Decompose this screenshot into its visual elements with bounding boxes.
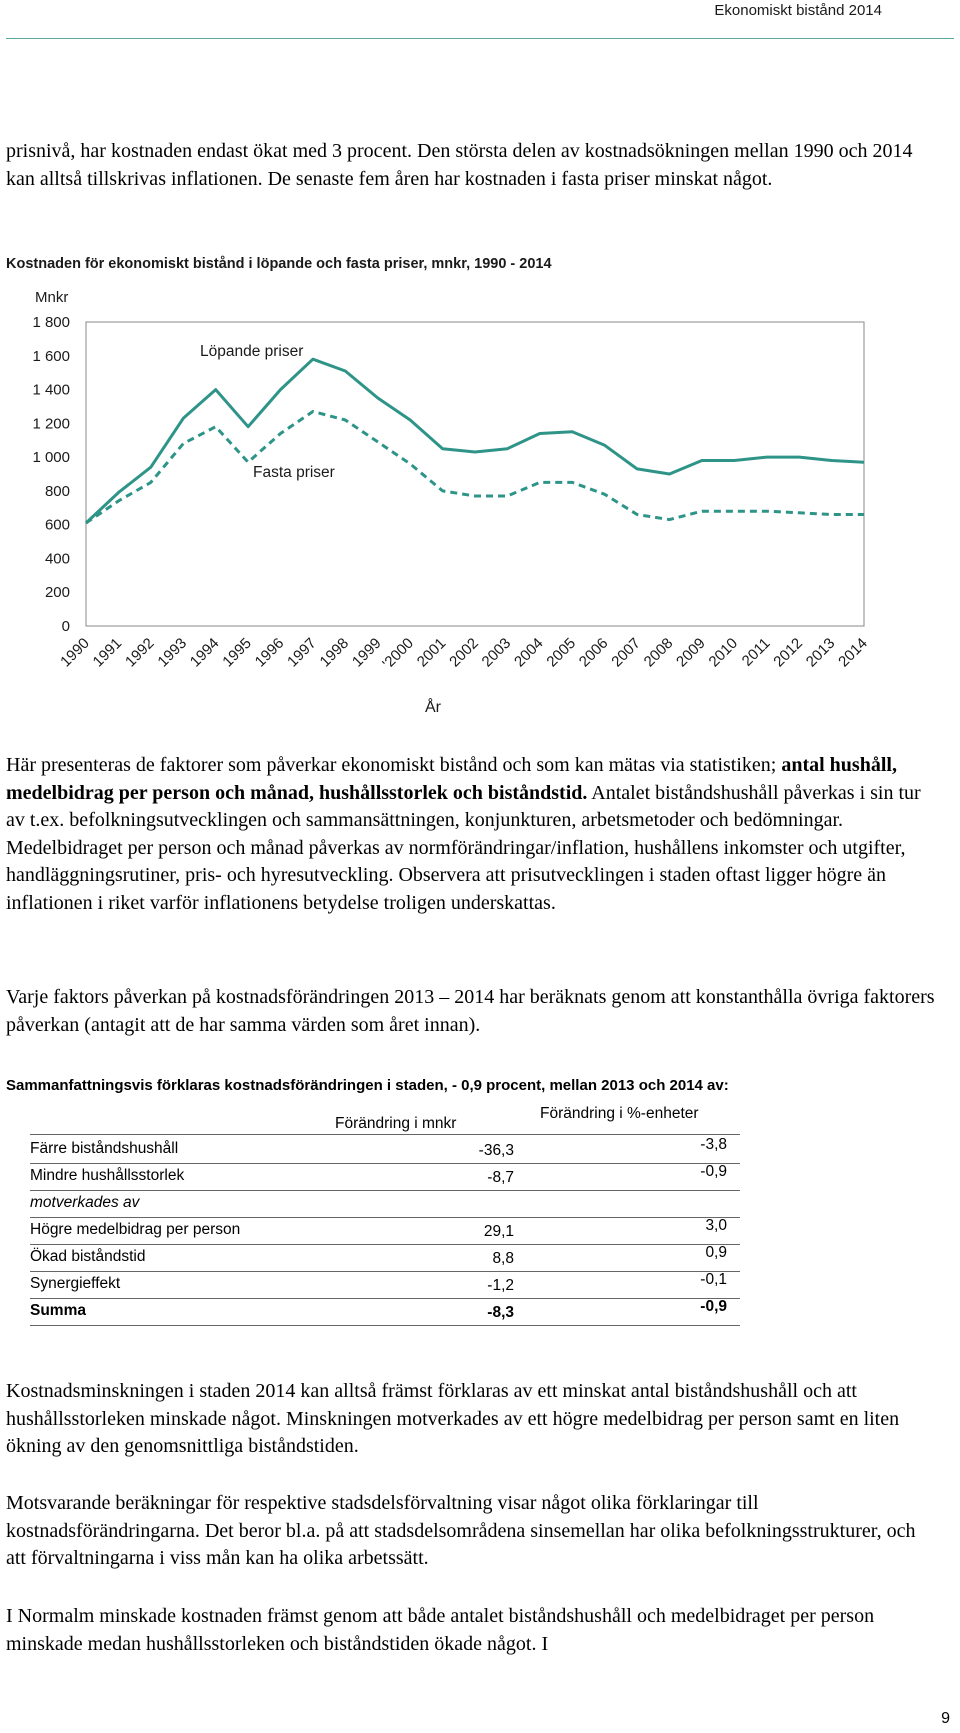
header-divider (6, 38, 954, 39)
x-tick-label: 2006 (575, 634, 612, 671)
table-row (30, 1244, 740, 1271)
x-tick-label: 2013 (802, 634, 839, 671)
row-pct: 3,0 (705, 1217, 727, 1234)
x-tick-label: 2011 (738, 634, 774, 670)
series-line-lopande (86, 359, 864, 523)
x-tick-label: 2012 (770, 634, 806, 671)
y-tick-label: 200 (44, 584, 70, 602)
paragraph-districts: Motsvarande beräkningar för respektive stadsdelsförvaltning visar något olika förklaringar till kostnadsförändringarna. Det beror bl.a. på att stadsdelsområdena sinsemellan har olika befolkningsstrukturer, och att förvaltningarna i viss mån kan ha olika arbetssätt. (6, 1492, 916, 1569)
paragraph-factors-bold: antal hushåll, medelbidrag per person och månad, hushållsstorlek och biståndstid. (6, 754, 897, 804)
y-tick-label: 400 (44, 550, 70, 568)
y-tick-label: 1 800 (32, 314, 70, 331)
table-header-pct: Förändring i %-enheter (540, 1105, 699, 1122)
row-pct: 0,9 (705, 1244, 727, 1261)
x-tick-label: 1993 (154, 634, 191, 671)
series-label-fasta: Fasta priser (253, 464, 335, 481)
row-label: Högre medelbidrag per person (30, 1221, 241, 1238)
chart-series (86, 359, 864, 523)
x-tick-labels (57, 635, 871, 673)
row-mnkr: -36,3 (478, 1142, 514, 1159)
x-tick-label: 1997 (284, 634, 320, 671)
chart-title: Kostnaden för ekonomiskt bistånd i löpande och fasta priser, mnkr, 1990 - 2014 (6, 256, 552, 272)
x-tick-label: 1990 (57, 634, 93, 671)
row-label: motverkades av (30, 1194, 140, 1211)
table-row-total (30, 1298, 740, 1325)
table-rule-top (30, 1134, 740, 1135)
x-axis-label: År (425, 699, 441, 716)
table-rule-bottom (30, 1325, 740, 1326)
x-tick-label: 2002 (446, 634, 482, 671)
row-mnkr: 8,8 (492, 1250, 514, 1267)
row-pct: -0,9 (700, 1298, 727, 1315)
row-pct: -0,9 (700, 1163, 727, 1180)
row-mnkr: -8,7 (487, 1169, 514, 1186)
y-tick-label: 0 (61, 618, 70, 635)
page-number: 9 (941, 1710, 950, 1727)
x-tick-label: 2004 (511, 634, 547, 671)
row-label: Summa (30, 1302, 86, 1319)
paragraph-factors-text-2: Antalet biståndshushåll påverkas i sin tur av t.ex. befolkningsutvecklingen och sammansättningen, konjunkturen, arbetsmetoder och bedömningar. Medelbidraget per person och månad påverkas av normförändringar/inflation, hushållens inkomster och utgifter, handläggningsrutiner, pris- och hyresutveckling. Observera att prisutvecklingen i staden oftast ligger högre än inflationen i riket varför inflationens betydelse troligen underskattas. (6, 781, 921, 914)
x-tick-label: 2014 (835, 634, 871, 671)
row-mnkr: -8,3 (487, 1304, 514, 1321)
x-tick-label: 2007 (608, 634, 644, 671)
row-mnkr: 29,1 (483, 1223, 514, 1240)
y-axis-label: Mnkr (35, 289, 69, 306)
row-label: Synergieffekt (30, 1275, 121, 1292)
row-pct: -3,8 (700, 1136, 727, 1153)
y-tick-labels (32, 314, 70, 635)
table-row (30, 1190, 740, 1217)
x-tick-label: 1994 (186, 634, 223, 671)
paragraph-factors-text-1: Här presenteras de faktorer som påverkar ekonomiskt bistånd och som kan mätas via statistiken; (6, 754, 782, 776)
cost-line-chart (0, 280, 960, 740)
x-tick-label: 1992 (122, 634, 158, 671)
x-tick-label: 1991 (89, 634, 126, 671)
x-tick-label: 2005 (543, 634, 580, 671)
x-tick-label: 2008 (640, 634, 677, 671)
table-row (30, 1163, 740, 1190)
x-tick-label: 2010 (705, 634, 742, 671)
summary-title: Sammanfattningsvis förklaras kostnadsförändringen i staden, - 0,9 procent, mellan 2013 och 2014 av: (6, 1077, 729, 1094)
paragraph-method: Varje faktors påverkan på kostnadsförändringen 2013 – 2014 har beräknats genom att konstanthålla övriga faktorers påverkan (antagit att de har samma värden som året innan). (6, 986, 935, 1036)
table-row (30, 1217, 740, 1244)
plot-area-frame (86, 322, 864, 626)
row-pct: -0,1 (700, 1271, 727, 1288)
paragraph-normalm: I Normalm minskade kostnaden främst genom att både antalet biståndshushåll och medelbidraget per person minskade medan hushållsstorleken och biståndstiden ökade något. I (6, 1605, 875, 1655)
x-tick-label: 1996 (251, 634, 288, 671)
series-line-fasta (86, 412, 864, 524)
y-tick-label: 1 400 (32, 381, 70, 399)
table-header-mnkr: Förändring i mnkr (335, 1115, 457, 1132)
x-tick-label: 1998 (316, 634, 353, 671)
running-header-title: Ekonomiskt bistånd 2014 (714, 2, 882, 19)
x-tick-label: 2003 (478, 634, 515, 671)
table-row (30, 1136, 740, 1163)
y-tick-label: 1 600 (32, 347, 70, 365)
row-label: Färre biståndshushåll (30, 1140, 179, 1157)
x-tick-label: 1999 (348, 634, 385, 671)
row-label: Ökad biståndstid (30, 1248, 146, 1265)
y-tick-label: 800 (44, 482, 70, 500)
x-tick-label: 2001 (413, 634, 450, 671)
x-tick-label: '2000 (379, 634, 417, 673)
row-label: Mindre hushållsstorlek (30, 1167, 185, 1184)
y-tick-label: 1 000 (32, 449, 70, 467)
paragraph-intro: prisnivå, har kostnaden endast ökat med 3 procent. Den största delen av kostnadsökningen mellan 1990 och 2014 kan alltså tillskrivas inflationen. De senaste fem åren har kostnaden i fasta priser minskat något. (6, 140, 913, 190)
table-row (30, 1271, 740, 1298)
x-tick-label: 2009 (673, 634, 709, 671)
series-label-lopande: Löpande priser (200, 343, 304, 360)
row-mnkr: -1,2 (487, 1277, 514, 1294)
paragraph-factors (6, 752, 936, 917)
paragraph-conclusion: Kostnadsminskningen i staden 2014 kan alltså främst förklaras av ett minskat antal biståndshushåll och att hushållsstorleken minskade något. Minskningen motverkades av ett högre medelbidrag per person samt en liten ökning av den genomsnittliga biståndstiden. (6, 1380, 900, 1457)
y-tick-label: 600 (44, 516, 70, 534)
x-tick-label: 1995 (219, 634, 255, 671)
y-tick-label: 1 200 (32, 415, 70, 433)
